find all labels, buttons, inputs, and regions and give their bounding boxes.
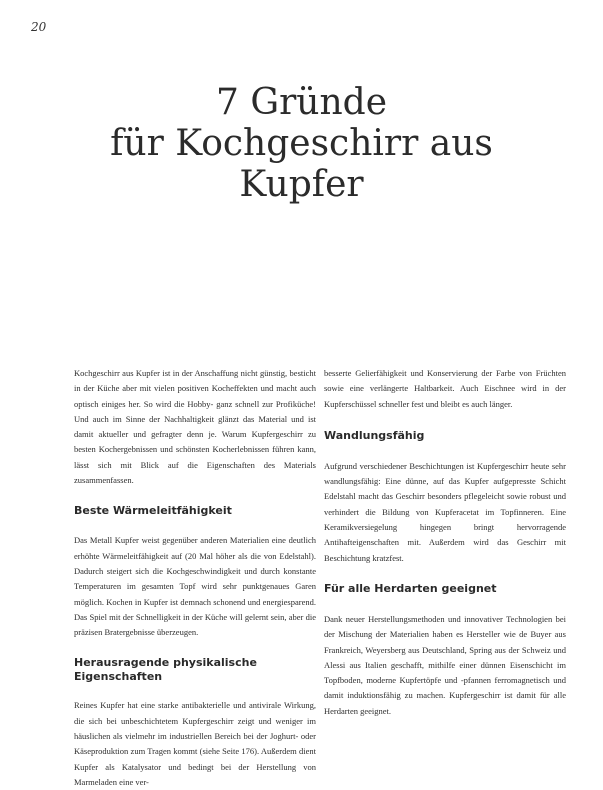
physical-properties-paragraph: Reines Kupfer hat eine starke antibakterielle und antivirale Wirkung, die sich bei unbeschichtetem Kupfergeschirr zeigt und weniger im häuslichen als vielmehr im industriellen Bereich bei der Joghurt- oder Käseproduktion zum Tragen kommt (siehe Seite 176). Außerdem dient Kupfer als Katalysator und bedingt bei der Herstellung von Marmeladen eine ver- bbox=[74, 700, 316, 787]
section-heading-all-stoves: Für alle Herdarten geeignet bbox=[324, 581, 497, 595]
intro-paragraph: Kochgeschirr aus Kupfer ist in der Anschaffung nicht günstig, besticht in der Küche aber mit vielen positiven Kocheffekten und macht auch optisch einiges her. So wird die Hobby- ganz schnell zur Profiküche! Und auch im Sinne der Nachhaltigkeit glänzt das Material und ist damit aktueller und gefragter denn je. Warum Kupfergeschirr zu besten Kochergebnissen und schönsten Kocherlebnissen führen kann, lässt sich mit Blick auf die Eigenschaften des Materials zusammenfassen. bbox=[74, 368, 316, 486]
page-number: 20 bbox=[31, 20, 47, 34]
title-line-3: Kupfer bbox=[239, 164, 364, 205]
left-column bbox=[74, 366, 316, 790]
section-heading-versatile: Wandlungsfähig bbox=[324, 428, 425, 442]
title-line-1: 7 Gründe bbox=[215, 82, 388, 123]
section-heading-physical-properties: Herausragende physikalische Eigenschaften bbox=[74, 656, 257, 684]
thermal-conductivity-paragraph: Das Metall Kupfer weist gegenüber anderen Materialien eine deutlich erhöhte Wärmeleitfähigkeit auf (20 Mal höher als die von Edelstahl). Dadurch steigert sich die Kochgeschwindigkeit und durch konstante Temperaturen im gesamten Topf wird sehr punktgenaues Garen möglich. Kochen in Kupfer ist demnach schonend und energiesparend. Das Spiel mit der Schnelligkeit in der Küche will gelernt sein, aber die präzisen Bratergebnisse überzeugen. bbox=[74, 535, 316, 638]
page-title bbox=[0, 82, 603, 205]
right-column bbox=[324, 366, 566, 719]
all-stoves-paragraph: Dank neuer Herstellungsmethoden und innovativer Technologien bei der Mischung der Materialien haben es Hersteller wie de Buyer aus Frankreich, Weyersberg aus Deutschland, Spring aus der Schweiz und Alessi aus Italien geschafft, mithilfe einer dünnen Eisenschicht im Topfboden, moderne Kupfertöpfe und -pfannen ferromagnetisch und damit induktionsfähig zu machen. Kupfergeschirr ist damit für alle Herdarten geeignet. bbox=[324, 613, 566, 716]
versatile-paragraph: Aufgrund verschiedener Beschichtungen ist Kupfergeschirr heute sehr wandlungsfähig: Eine dünne, auf das Kupfer aufgepresste Schicht Edelstahl macht das Geschirr besonders pflegeleicht sowie robust und verhindert die Bildung von Kupferacetat im Topfinneren. Eine Keramikversiegelung hingegen bringt hervorragende Antihafteigenschaften mit. Außerdem wird das Geschirr mit Beschichtung kratzfest. bbox=[324, 460, 566, 563]
title-line-2: für Kochgeschirr aus bbox=[110, 123, 493, 164]
section-heading-thermal-conductivity: Beste Wärmeleitfähigkeit bbox=[74, 504, 232, 518]
physical-properties-continued-paragraph: besserte Gelierfähigkeit und Konservierung der Farbe von Früchten sowie eine verlängerte Haltbarkeit. Auch Eischnee wird in der Kupferschüssel schneller fest und bleibt es auch länger. bbox=[324, 368, 566, 409]
